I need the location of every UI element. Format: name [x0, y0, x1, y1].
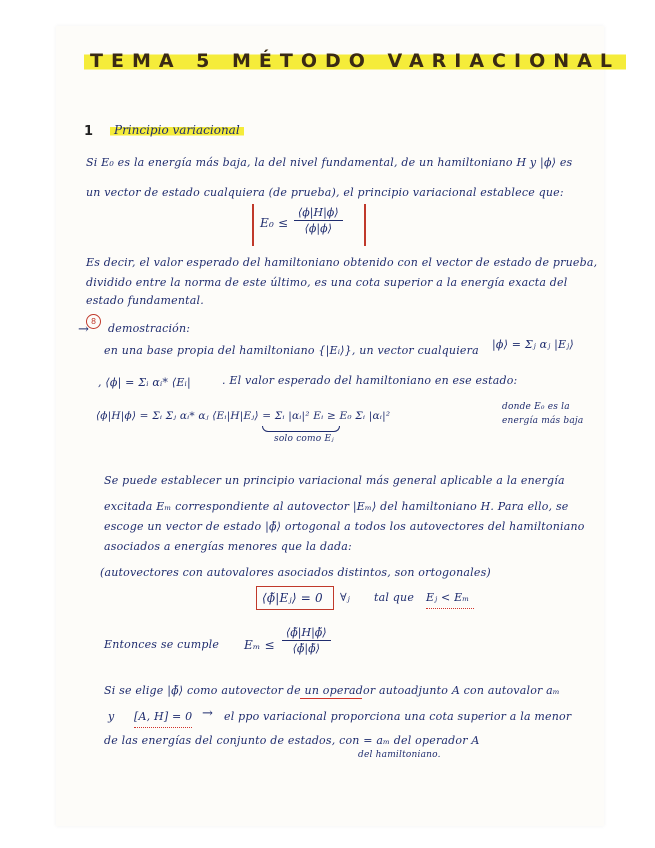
- general-line-2: excitada Eₘ correspondiente al autovector |Eₘ⟩ del hamiltoniano H. Para ello, se: [104, 500, 569, 513]
- demo-underbrace-note: solo como Eⱼ: [274, 434, 334, 444]
- demo-line-2a: , ⟨ϕ| = Σᵢ αᵢ* ⟨Eᵢ|: [98, 376, 191, 389]
- demo-side-note-1: donde E₀ es la: [502, 402, 570, 412]
- closing-line-2d: el ppo variacional proporciona una cota superior a la menor: [224, 710, 572, 723]
- arrow-right-icon: →: [78, 322, 89, 337]
- demo-line-2b: . El valor esperado del hamiltoniano en ese estado:: [222, 374, 518, 387]
- ortho-condition-prefix: tal que: [374, 591, 415, 604]
- intro-line-1: Si E₀ es la energía más baja, la del nivel fundamental, de un hamiltoniano H y |ϕ⟩ es: [86, 156, 573, 169]
- closing-line-3a: de las energías del conjunto de estados, con = aₘ del operador A: [104, 734, 480, 747]
- section-title: Principio variacional: [110, 123, 244, 137]
- general-line-4: asociados a energías menores que la dada:: [104, 540, 352, 553]
- ortho-expression: ⟨ϕ̃|Eⱼ⟩ = 0: [262, 591, 323, 605]
- bound-numerator: ⟨ϕ̃|H|ϕ̃⟩: [282, 626, 331, 641]
- closing-line-2b: [A, H] = 0: [134, 710, 193, 723]
- closing-arrow-icon: →: [202, 706, 213, 721]
- closing-line-3b: del hamiltoniano.: [358, 750, 441, 760]
- demo-line-3: ⟨ϕ|H|ϕ⟩ = Σᵢ Σⱼ αᵢ* αⱼ ⟨Eᵢ|H|Eⱼ⟩ = Σᵢ |αᵢ|² Eᵢ ≥ E₀ Σᵢ |αᵢ|²: [96, 410, 391, 422]
- general-line-1: Se puede establecer un principio variacional más general aplicable a la energía: [104, 474, 565, 487]
- bound-lhs: Eₘ ≤: [244, 638, 275, 652]
- bound-fraction: [282, 626, 331, 655]
- explanation-line-2: dividido entre la norma de este último, es una cota superior a la energía exacta del: [86, 276, 568, 289]
- demo-line-1a: en una base propia del hamiltoniano {|Eᵢ⟩}, un vector cualquiera: [104, 344, 479, 357]
- demo-side-note-2: energía más baja: [502, 416, 584, 426]
- page-title: TEMA 5 MÉTODO VARIACIONAL: [84, 50, 626, 72]
- bound-denominator: ⟨ϕ̃|ϕ̃⟩: [292, 642, 320, 655]
- notebook-page: [56, 26, 620, 826]
- explanation-line-3: estado fundamental.: [86, 294, 204, 307]
- demo-circle-icon: 8: [86, 314, 101, 329]
- principle-lhs: E₀ ≤: [260, 216, 289, 230]
- ortho-condition: Eⱼ < Eₘ: [426, 591, 470, 604]
- section-number: 1: [84, 124, 94, 139]
- ortho-condition-underline: [426, 604, 474, 609]
- demo-line-1b: |ϕ⟩ = Σⱼ αⱼ |Eⱼ⟩: [492, 338, 574, 351]
- intro-line-2: un vector de estado cualquiera (de prueba), el principio variacional establece que:: [86, 186, 564, 199]
- general-line-3: escoge un vector de estado |ϕ̃⟩ ortogonal a todos los autovectores del hamiltoniano: [104, 520, 585, 533]
- bound-prefix: Entonces se cumple: [104, 638, 220, 651]
- demo-underbrace: [262, 426, 340, 432]
- closing-line-1: Si se elige |ϕ̃⟩ como autovector de un operador autoadjunto A con autovalor aₘ: [104, 684, 560, 697]
- demo-label: demostración:: [108, 322, 191, 335]
- closing-commutator-underline: [134, 723, 192, 728]
- principle-fraction: [294, 206, 343, 235]
- closing-autovector-underline: [300, 698, 362, 699]
- ortho-forall: ∀ⱼ: [340, 591, 350, 604]
- closing-line-2a: y: [108, 710, 115, 723]
- principle-denominator: ⟨ϕ|ϕ⟩: [304, 222, 332, 235]
- explanation-line-1: Es decir, el valor esperado del hamiltoniano obtenido con el vector de estado de prueba,: [86, 256, 598, 269]
- general-line-5: (autovectores con autovalores asociados distintos, son ortogonales): [100, 566, 491, 579]
- principle-numerator: ⟨ϕ|H|ϕ⟩: [294, 206, 343, 221]
